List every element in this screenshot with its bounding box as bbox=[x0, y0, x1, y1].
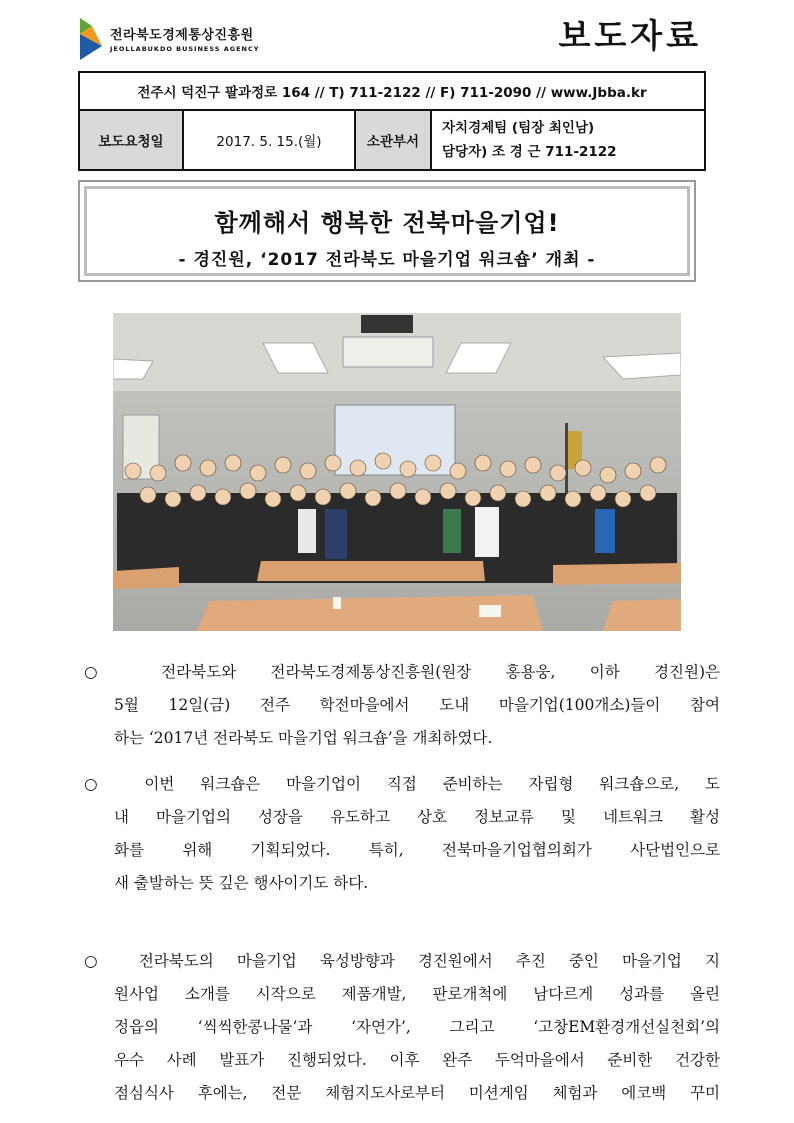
department-label: 소관부서 bbox=[355, 110, 431, 170]
projector bbox=[361, 315, 413, 333]
press-info-table bbox=[78, 71, 706, 171]
agency-logo bbox=[78, 16, 278, 64]
paragraph-line: ○ 전라북도와 전라북도경제통상진흥원(원장 홍용웅, 이하 경진원)은 bbox=[84, 663, 720, 681]
paragraph-line: ○ 전라북도의 마을기업 육성방향과 경진원에서 추진 중인 마을기업 지 bbox=[84, 952, 720, 970]
paragraph-line: 원사업 소개를 시작으로 제품개발, 판로개척에 남다르게 성과를 올린 bbox=[114, 985, 720, 1003]
document-type-title: 보도자료 bbox=[558, 16, 702, 55]
ceiling-ac-unit bbox=[343, 337, 433, 367]
body-paragraph-1 bbox=[84, 656, 720, 755]
agency-name-korean: 전라북도경제통상진흥원 bbox=[110, 28, 254, 43]
request-date-value: 2017. 5. 15.(월) bbox=[183, 110, 355, 170]
subheadline: - 경진원, ‘2017 전라북도 마을기업 워크숍’ 개최 - bbox=[178, 250, 596, 270]
body-paragraph-2 bbox=[84, 768, 720, 900]
paragraph-line: 새 출발하는 뜻 깊은 행사이기도 하다. bbox=[114, 874, 369, 892]
paragraph-line: 하는 ‘2017년 전라북도 마을기업 워크숍’을 개최하였다. bbox=[114, 729, 493, 747]
department-value bbox=[431, 110, 705, 170]
paragraph-line: 화를 위해 기획되었다. 특히, 전북마을기업협의회가 사단법인으로 bbox=[114, 841, 720, 859]
agency-name-english: JEOLLABUKDO BUSINESS AGENCY bbox=[110, 45, 260, 53]
department-team: 자치경제팀 (팀장 최인남) bbox=[442, 120, 595, 136]
workshop-group-photo bbox=[113, 313, 681, 631]
paragraph-line: 정읍의 ‘씩씩한콩나물’과 ‘자연가’, 그리고 ‘고창EM환경개선실천회’의 bbox=[114, 1018, 720, 1036]
headline-box bbox=[78, 180, 696, 282]
paragraph-line: 내 마을기업의 성장을 유도하고 상호 정보교류 및 네트워크 활성 bbox=[114, 808, 720, 826]
paragraph-line: 점심식사 후에는, 전문 체험지도사로부터 미션게임 체험과 에코백 꾸미 bbox=[114, 1084, 720, 1102]
department-contact: 담당자) 조 경 근 711-2122 bbox=[442, 144, 617, 160]
agency-logo-mark-icon bbox=[78, 16, 104, 62]
paragraph-line: 우수 사례 발표가 진행되었다. 이후 완주 두억마을에서 준비한 건강한 bbox=[114, 1051, 720, 1069]
paragraph-line: 5월 12일(금) 전주 학전마을에서 도내 마을기업(100개소)들이 참여 bbox=[114, 696, 720, 714]
request-date-label: 보도요청일 bbox=[79, 110, 183, 170]
headline-box-inner bbox=[84, 186, 690, 276]
headline: 함께해서 행복한 전북마을기업! bbox=[214, 209, 560, 237]
paragraph-line: ○ 이번 워크숍은 마을기업이 직접 준비하는 자립형 워크숍으로, 도 bbox=[84, 775, 720, 793]
contact-address-line: 전주시 덕진구 팔과정로 164 // T) 711-2122 // F) 711-2090 // www.Jbba.kr bbox=[79, 72, 705, 110]
body-paragraph-3 bbox=[84, 945, 720, 1110]
